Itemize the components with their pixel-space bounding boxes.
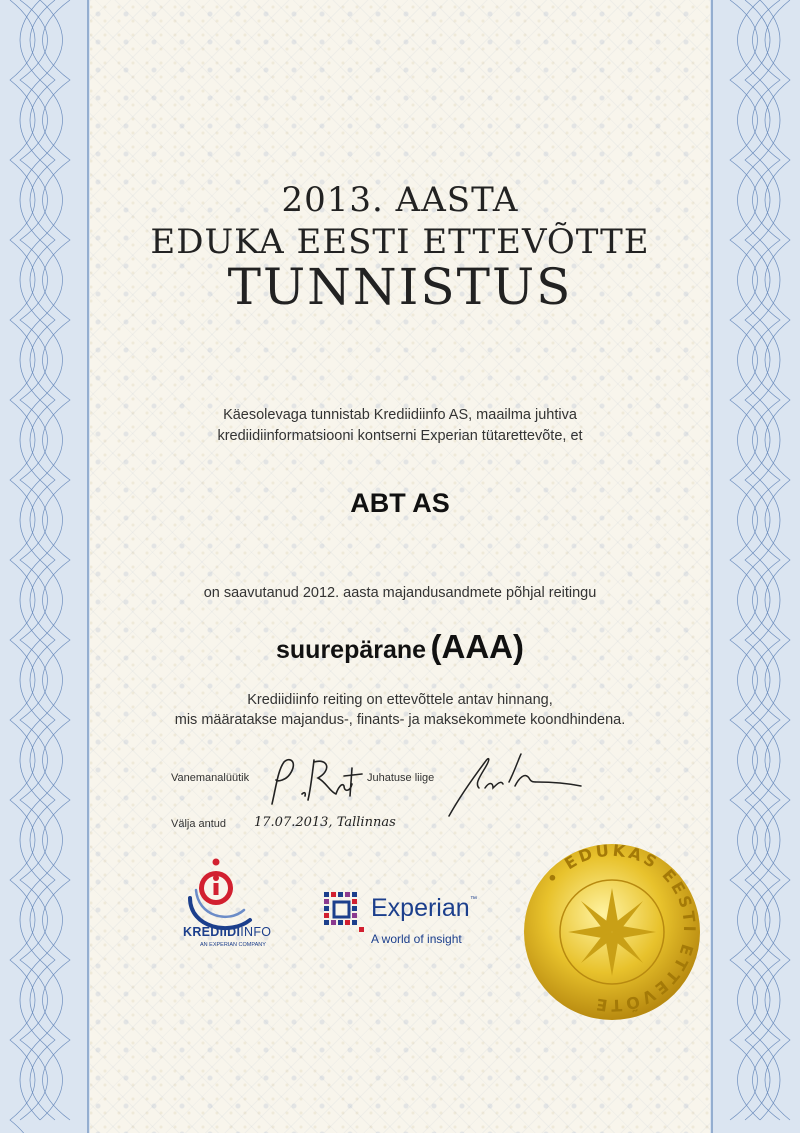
heading-year: 2013. AASTA (281, 180, 519, 220)
heading-title: TUNNISTUS (227, 258, 573, 316)
accountant-label: Vanemanalüütik (171, 772, 250, 784)
experian-tagline: A world of insight (371, 932, 462, 946)
kredi-bold: KREDIIDI (183, 925, 241, 939)
company-name: ABT AS (350, 488, 450, 518)
accountant-signature (258, 752, 368, 812)
seal-text: • EDUKAS EESTI ETTEVÕTE (542, 840, 700, 1016)
gold-seal-icon (512, 828, 712, 1028)
experian-wordmark: Experian (371, 894, 470, 922)
intro-line-2: krediidiinformatsiooni kontserni Experian tütarettevõte, et (217, 428, 583, 444)
intro-line-1: Käesolevaga tunnistab Krediidiinfo AS, maailma juhtiva (223, 407, 577, 423)
heading-subtitle: EDUKA EESTI ETTEVÕTTE (150, 222, 650, 262)
guilloche-border-right (710, 0, 800, 1133)
kredi-light: INFO (240, 925, 272, 939)
explain-line-2: mis määratakse majandus-, finants- ja maksekommete koondhindena. (174, 712, 626, 728)
achieved-text: on saavutanud 2012. aasta majandusandmete põhjal reitingu (203, 585, 597, 601)
issued-label: Välja antud (171, 818, 227, 830)
guilloche-border-left (0, 0, 90, 1133)
experian-trademark: ™ (470, 896, 477, 903)
rating-grade: (AAA) (430, 628, 524, 665)
krediidiinfo-subtitle: AN EXPERIAN COMPANY (200, 942, 266, 948)
experian-logo-icon (320, 888, 368, 936)
intro-text (0, 405, 800, 447)
board-member-label: Juhatuse liige (367, 772, 435, 784)
rating-word: suurepärane (276, 636, 427, 664)
board-member-signature (445, 748, 585, 818)
issued-date-place: 17.07.2013, Tallinnas (254, 815, 396, 830)
explain-line-1: Krediidiinfo reiting on ettevõttele antav hinnang, (247, 692, 553, 708)
rating (0, 628, 800, 666)
krediidiinfo-wordmark (183, 925, 271, 939)
rating-explanation (0, 690, 800, 730)
